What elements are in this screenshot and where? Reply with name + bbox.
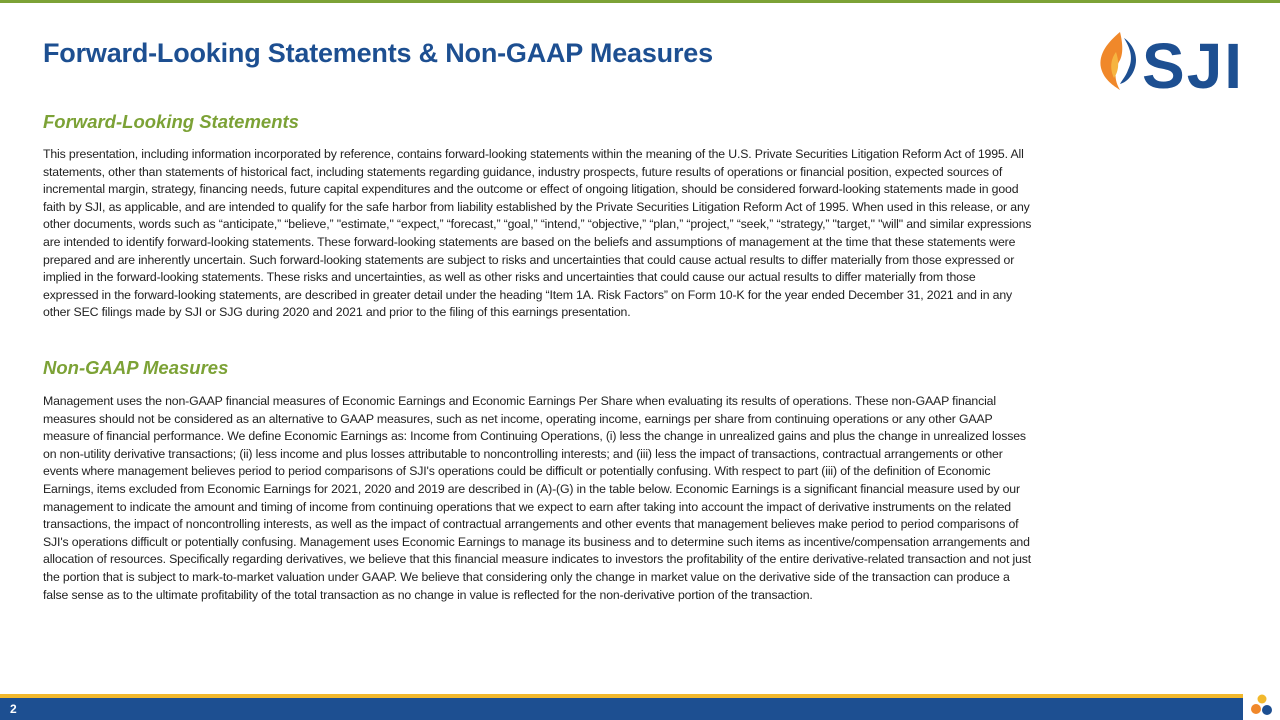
page-number: 2 <box>10 702 17 716</box>
logo-text: SJI <box>1142 30 1245 94</box>
flame-blue-icon <box>1120 38 1136 84</box>
sji-logo <box>1098 28 1248 94</box>
footer-bar <box>0 698 1243 720</box>
page-title: Forward-Looking Statements & Non-GAAP Measures <box>43 38 713 68</box>
forward-looking-heading: Forward-Looking Statements <box>43 111 299 132</box>
forward-looking-body: This presentation, including information incorporated by reference, contains forward-looking statements within the meaning of the U.S. Private Securities Litigation Reform Act of 1995. All statements, other than statements of historical fact, including statements regarding guidance, industry prospects, future results of operations or financial position, expected sources of incremental margin, strategy, financing needs, future capital expenditures and the outcome or effect of ongoing litigation, should be considered forward-looking statements made in good faith by SJI, as applicable, and are intended to qualify for the safe harbor from liability established by the Private Securities Litigation Reform Act of 1995. When used in this release, or any other documents, words such as “anticipate,” “believe,” "estimate," “expect,” “forecast,” “goal,” “intend,” “objective,” “plan,” “project,” “seek,” “strategy,” "target," "will" and similar expressions are intended to identify forward-looking statements. These forward-looking statements are based on the beliefs and assumptions of management at the time that these statements were prepared and are inherently uncertain. Such forward-looking statements are subject to risks and uncertainties that could cause actual results to differ materially from those expressed or implied in the forward-looking statements. These risks and uncertainties, as well as other risks and uncertainties that could cause our actual results to differ materially from those expressed in the forward-looking statements, are described in greater detail under the heading “Item 1A. Risk Factors” on Form 10-K for the year ended December 31, 2021 and in any other SEC filings made by SJI or SJG during 2020 and 2021 and prior to the filing of this earnings presentation. <box>43 147 1032 320</box>
non-gaap-heading: Non-GAAP Measures <box>43 357 229 378</box>
sji-mark-icon <box>1250 693 1274 717</box>
non-gaap-body: Management uses the non-GAAP financial measures of Economic Earnings and Economic Earnings Per Share when evaluating its results of operations. These non-GAAP financial measures should not be considered as an alternative to GAAP measures, such as net income, operating income, earnings per share from continuing operations or any other GAAP measure of financial performance. We define Economic Earnings as: Income from Continuing Operations, (i) less the change in unrealized gains and plus the change in unrealized losses on non-utility derivative transactions; (ii) less income and plus losses attributable to noncontrolling interests; and (iii) less the impact of transactions, contractual arrangements or other events where management believes period to period comparisons of SJI's operations could be difficult or potentially confusing. With respect to part (iii) of the definition of Economic Earnings, items excluded from Economic Earnings for 2021, 2020 and 2019 are described in (A)-(G) in the table below. Economic Earnings is a significant financial measure used by our management to indicate the amount and timing of income from continuing operations that we expect to earn after taking into account the impact of derivative instruments on the related transactions, the impact of noncontrolling interests, as well as the impact of contractual arrangements and other events that management believes make period to period comparisons of SJI's operations difficult or potentially confusing. Management uses Economic Earnings to manage its business and to determine such items as incentive/compensation arrangements and allocation of resources. Specifically regarding derivatives, we believe that this financial measure indicates to investors the profitability of the entire derivative-related transaction and not just the portion that is subject to mark-to-market valuation under GAAP. We believe that considering only the change in market value on the derivative side of the transaction can produce a false sense as to the ultimate profitability of the total transaction as no change in value is reflected for the non-derivative portion of the transaction. <box>43 394 1032 602</box>
top-accent-rule <box>0 0 1280 3</box>
flame-icon <box>1100 32 1122 90</box>
